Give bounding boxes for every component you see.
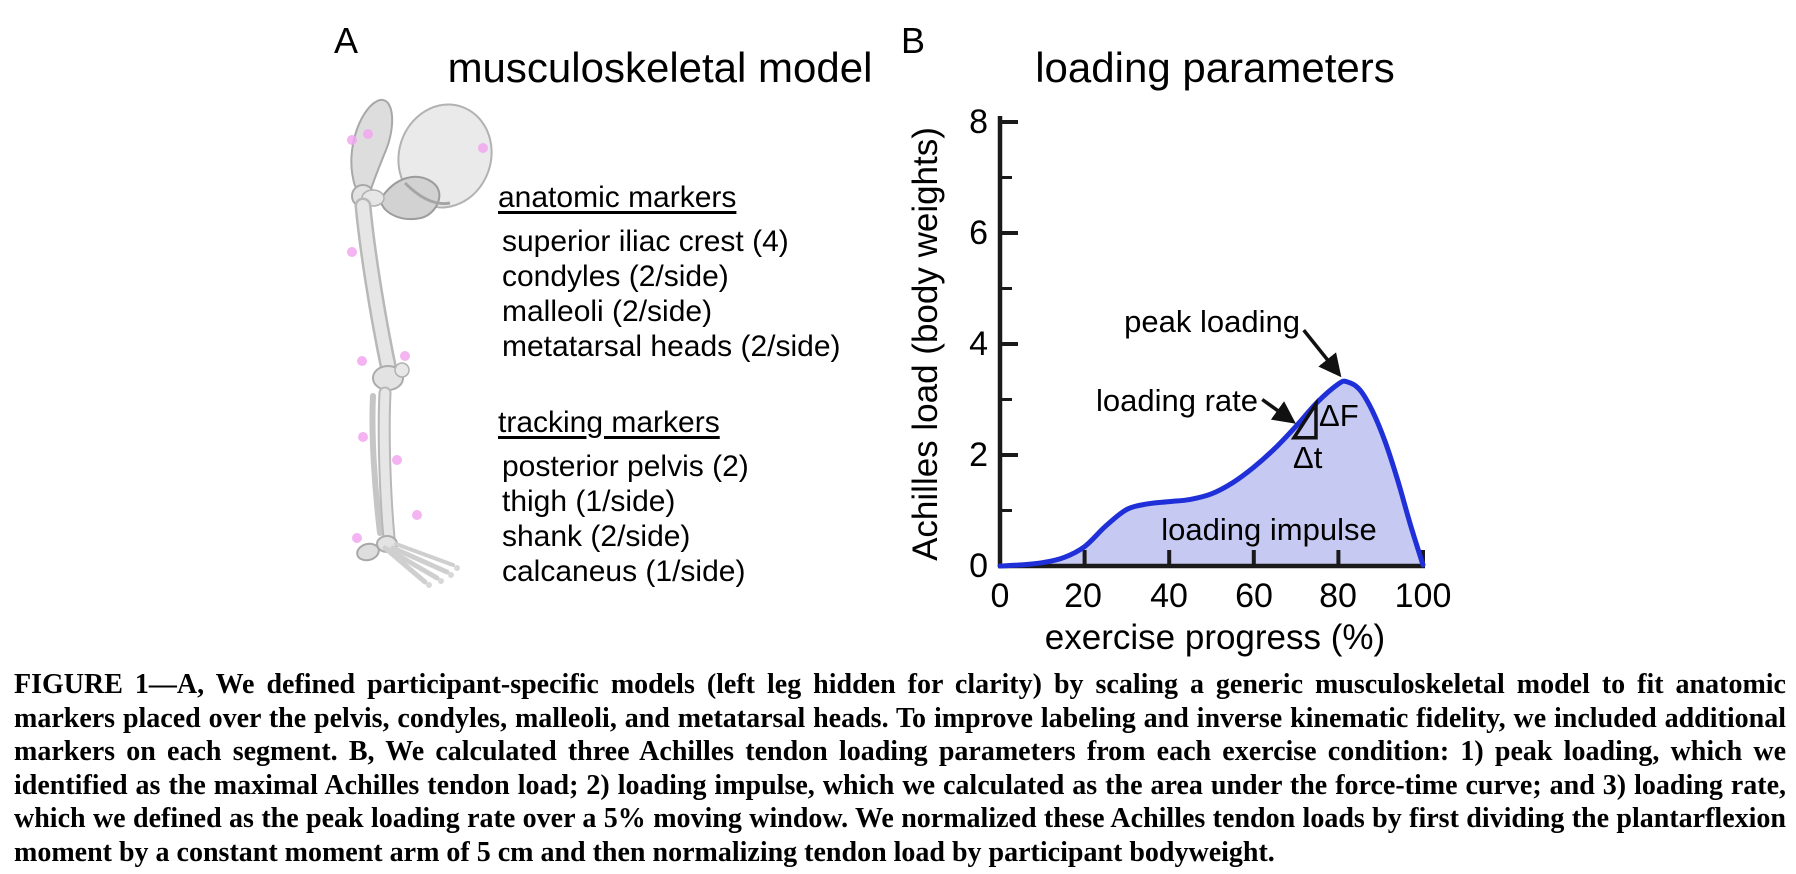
anatomic-markers-list <box>498 180 841 364</box>
mocap-marker-dot <box>358 432 368 442</box>
mocap-marker-dot <box>392 455 402 465</box>
peak-loading-label: peak loading <box>1124 304 1300 339</box>
loading-impulse-label: loading impulse <box>1161 512 1377 547</box>
x-tick-label: 0 <box>990 577 1010 615</box>
anatomic-markers-heading: anatomic markers <box>498 181 737 214</box>
x-tick-label: 40 <box>1150 577 1188 615</box>
x-axis-label: exercise progress (%) <box>1044 618 1386 657</box>
y-tick-label: 4 <box>969 325 988 363</box>
loading-rate-label: loading rate <box>1095 383 1258 418</box>
loading-rate-arrow <box>1262 400 1293 422</box>
x-tick-label: 80 <box>1319 577 1357 615</box>
mocap-marker-dot <box>352 533 362 543</box>
delta-t-label: Δt <box>1293 440 1323 475</box>
delta-f-label: ΔF <box>1319 398 1359 433</box>
anatomic-marker-item: superior iliac crest (4) <box>502 225 789 258</box>
mocap-marker-dot <box>412 510 422 520</box>
mocap-marker-dot <box>400 351 410 361</box>
x-tick-label: 20 <box>1064 577 1102 615</box>
leg-skeleton-illustration <box>285 88 520 593</box>
anatomic-marker-item: metatarsal heads (2/side) <box>502 330 841 363</box>
y-tick-label: 0 <box>969 547 988 585</box>
tracking-marker-item: shank (2/side) <box>502 520 691 553</box>
foot-bones <box>355 541 460 588</box>
femur-bone <box>363 206 409 390</box>
shank-bones <box>372 393 397 552</box>
figure-caption: FIGURE 1—A, We defined participant-specific models (left leg hidden for clarity) by scaling a generic musculoskeletal model to fit anatomic markers placed over the pelvis, condyles, malleoli, and metatarsal heads. To improve labeling and inverse kinematic fidelity, we included additional markers on each segment. B, We calculated three Achilles tendon loading parameters from each exercise condition: 1) peak loading, which we identified as the maximal Achilles tendon load; 2) loading impulse, which we calculated as the area under the force-time curve; and 3) loading rate, which we defined as the peak loading rate over a 5% moving window. We normalized these Achilles tendon loads by first dividing the plantarflexion moment by a constant moment arm of 5 cm and then normalizing tendon load by participant bodyweight. <box>14 669 1786 868</box>
tracking-marker-item: calcaneus (1/side) <box>502 555 746 588</box>
mocap-marker-dot <box>347 247 357 257</box>
mocap-marker-dot <box>357 356 367 366</box>
anatomic-marker-item: malleoli (2/side) <box>502 295 713 328</box>
y-tick-label: 8 <box>969 103 988 141</box>
mocap-marker-dot <box>478 143 488 153</box>
x-tick-label: 100 <box>1394 577 1452 615</box>
tracking-marker-item: posterior pelvis (2) <box>502 450 749 483</box>
pelvis-bones <box>351 92 504 219</box>
tracking-markers-heading: tracking markers <box>498 406 720 439</box>
peak-loading-arrow <box>1304 330 1340 374</box>
mocap-marker-dot <box>347 135 357 145</box>
anatomic-marker-item: condyles (2/side) <box>502 260 729 293</box>
panel-b-label: B <box>901 20 926 61</box>
mocap-marker-dot <box>363 129 373 139</box>
tracking-markers-list <box>498 405 749 589</box>
y-tick-label: 6 <box>969 214 988 252</box>
tracking-marker-item: thigh (1/side) <box>502 485 676 518</box>
x-tick-label: 60 <box>1235 577 1273 615</box>
panel-b-title: loading parameters <box>1035 44 1395 91</box>
y-axis-label: Achilles load (body weights) <box>906 127 945 561</box>
panel-a-title: musculoskeletal model <box>447 44 873 91</box>
y-tick-label: 2 <box>969 436 988 474</box>
panel-a-label: A <box>334 20 359 61</box>
